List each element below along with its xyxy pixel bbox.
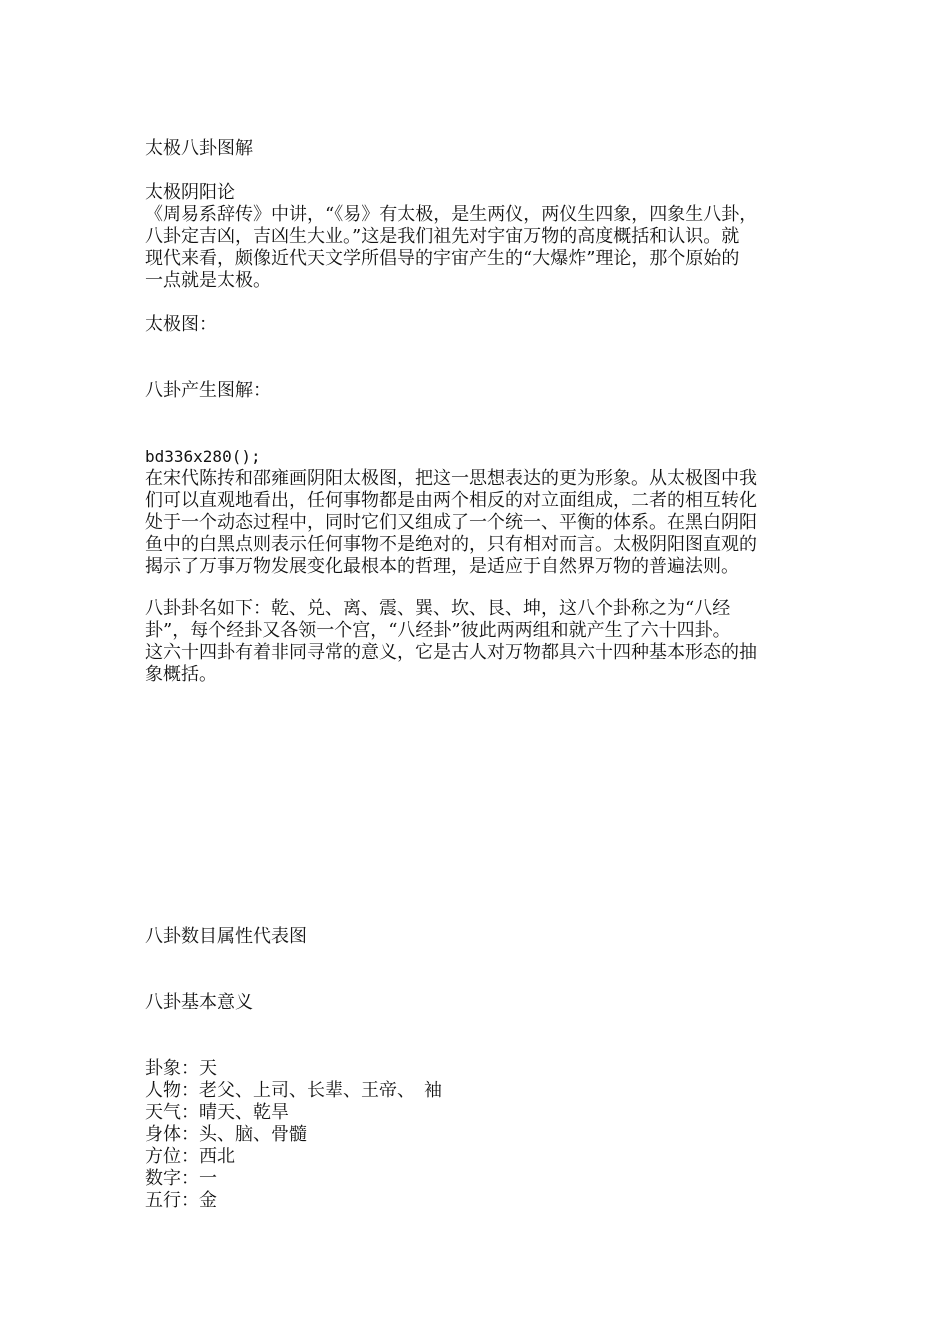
section-heading-taiji: 太极阴阳论 bbox=[145, 182, 235, 203]
paragraph-taiji-yinyang bbox=[145, 204, 810, 292]
paragraph-bagua-names bbox=[145, 598, 810, 686]
text-line: 一点就是太极。 bbox=[145, 270, 271, 291]
text-line: 象概括。 bbox=[145, 664, 217, 685]
text-line: 卦”，每个经卦又各领一个宫，“八经卦”彼此两两组和就产生了六十四卦。 bbox=[145, 620, 731, 641]
attribute-item: 卦象：天 bbox=[145, 1058, 217, 1079]
text-line: 处于一个动态过程中，同时它们又组成了一个统一、平衡的体系。在黑白阴阳 bbox=[145, 512, 757, 533]
attribute-item: 方位：西北 bbox=[145, 1146, 235, 1167]
text-line: 鱼中的白黑点则表示任何事物不是绝对的，只有相对而言。太极阴阳图直观的 bbox=[145, 534, 757, 555]
paragraph-chen-tuan bbox=[145, 468, 810, 578]
attribute-list bbox=[145, 1058, 810, 1212]
attribute-item: 天气：晴天、乾旱 bbox=[145, 1102, 289, 1123]
taiji-figure-label: 太极图： bbox=[145, 314, 217, 335]
text-line: 现代来看，颇像近代天文学所倡导的宇宙产生的“大爆炸”理论，那个原始的 bbox=[145, 248, 740, 269]
text-line: 在宋代陈抟和邵雍画阴阳太极图，把这一思想表达的更为形象。从太极图中我 bbox=[145, 468, 757, 489]
text-line: 这六十四卦有着非同寻常的意义，它是古人对万物都具六十四种基本形态的抽 bbox=[145, 642, 757, 663]
attribute-item: 身体：头、脑、骨髓 bbox=[145, 1124, 307, 1145]
ad-script-text: bd336x280(); bbox=[145, 447, 261, 466]
attribute-item: 数字：一 bbox=[145, 1168, 217, 1189]
text-line: 们可以直观地看出，任何事物都是由两个相反的对立面组成，二者的相互转化 bbox=[145, 490, 757, 511]
bagua-origin-label: 八卦产生图解： bbox=[145, 380, 271, 401]
attribute-chart-label: 八卦数目属性代表图 bbox=[145, 926, 307, 947]
section-heading-basic-meaning: 八卦基本意义 bbox=[145, 992, 253, 1013]
text-line: 揭示了万事万物发展变化最根本的哲理，是适应于自然界万物的普遍法则。 bbox=[145, 556, 739, 577]
text-line: 八卦定吉凶，吉凶生大业。”这是我们祖先对宇宙万物的高度概括和认识。就 bbox=[145, 226, 740, 247]
text-line: 八卦卦名如下：乾、兑、离、震、巽、坎、艮、坤，这八个卦称之为“八经 bbox=[145, 598, 731, 619]
document-title: 太极八卦图解 bbox=[145, 138, 253, 159]
text-line: 《周易系辞传》中讲，“《易》有太极，是生两仪，两仪生四象，四象生八卦， bbox=[145, 204, 758, 225]
attribute-item: 人物：老父、上司、长辈、王帝、 袖 bbox=[145, 1080, 442, 1101]
attribute-item: 五行：金 bbox=[145, 1190, 217, 1211]
